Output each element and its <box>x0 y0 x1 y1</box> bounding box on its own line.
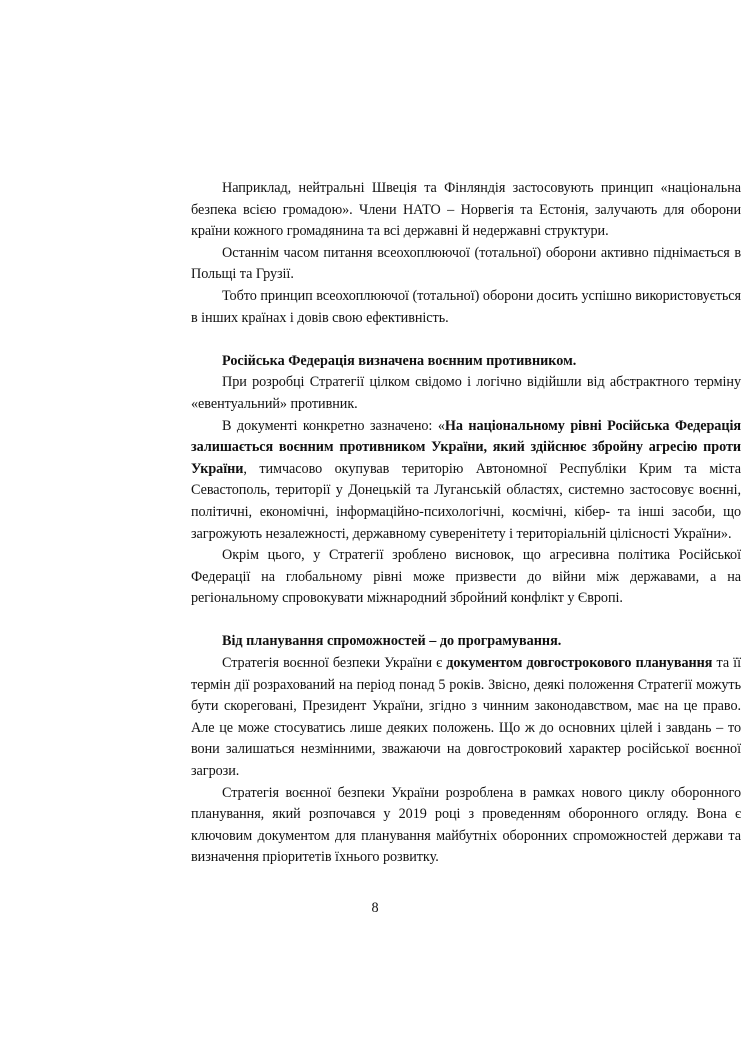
paragraph: Наприклад, нейтральні Швеція та Фінляндія застосовують принцип «національна безпека всією громадою». Члени НАТО – Норвегія та Естонія, залучають для оборони країни кожного громадянина та всі державні й недержавні структури. <box>191 180 741 240</box>
spacer <box>191 610 741 632</box>
paragraph-lead: Стратегія воєнної безпеки України є <box>222 655 447 672</box>
paragraph-rest: та її термін дії розрахований на період понад 5 років. Звісно, деякі положення Стратегії можуть бути скореговані, Президент України, згідно з чинним законодавством, має на це право. Але це може стосуватись лише деяких положень. Що ж до основних цілей і завдань – то вони залишаться незмінними, зважаючи на довгостроковий характер російської воєнної загрози. <box>191 655 741 780</box>
spacer <box>191 329 741 351</box>
paragraph: Стратегія воєнної безпеки України розроблена в рамках нового циклу оборонного планування, який розпочався у 2019 році з проведенням оборонного огляду. Вона є ключовим документом для планування майбутніх оборонних спроможностей держави та визначення пріоритетів їхнього розвитку. <box>191 784 741 866</box>
paragraph <box>191 653 741 783</box>
document-page <box>191 178 741 869</box>
paragraph <box>191 416 741 546</box>
section-heading: Російська Федерація визначена воєнним противником. <box>222 352 577 369</box>
paragraph-lead: В документі конкретно зазначено: « <box>222 417 445 434</box>
paragraph-rest: , тимчасово окупував територію Автономної Республіки Крим та міста Севастополь, території у Донецькій та Луганській областях, системно застосовує воєнні, політичні, економічні, інформаційно-психологічні, космічні, кібер- та інші засоби, що загрожують незалежності, державному суверенітету і територіальній цілісності України». <box>191 460 741 542</box>
page-number: 8 <box>371 900 379 916</box>
paragraph: Окрім цього, у Стратегії зроблено висновок, що агресивна політика Російської Федерації на глобальному рівні може призвести до війни між державами, а на регіональному спровокувати міжнародний збройний конфлікт у Європі. <box>191 547 741 607</box>
paragraph: Останнім часом питання всеохоплюючої (тотальної) оборони активно піднімається в Польщі та Грузії. <box>191 244 741 283</box>
paragraph: При розробці Стратегії цілком свідомо і логічно відійшли від абстрактного терміну «евентуальний» противник. <box>191 374 741 412</box>
section-heading: Від планування спроможностей – до програмування. <box>222 633 562 650</box>
paragraph-bold: На національному рівні Російська Федерація залишається воєнним противником України, який здійснює збройну агресію проти України <box>191 417 741 477</box>
paragraph-bold: документом довгострокового планування <box>446 655 713 672</box>
paragraph: Тобто принцип всеохоплюючої (тотальної) оборони досить успішно використовується в інших країнах і довів свою ефективність. <box>191 287 741 326</box>
